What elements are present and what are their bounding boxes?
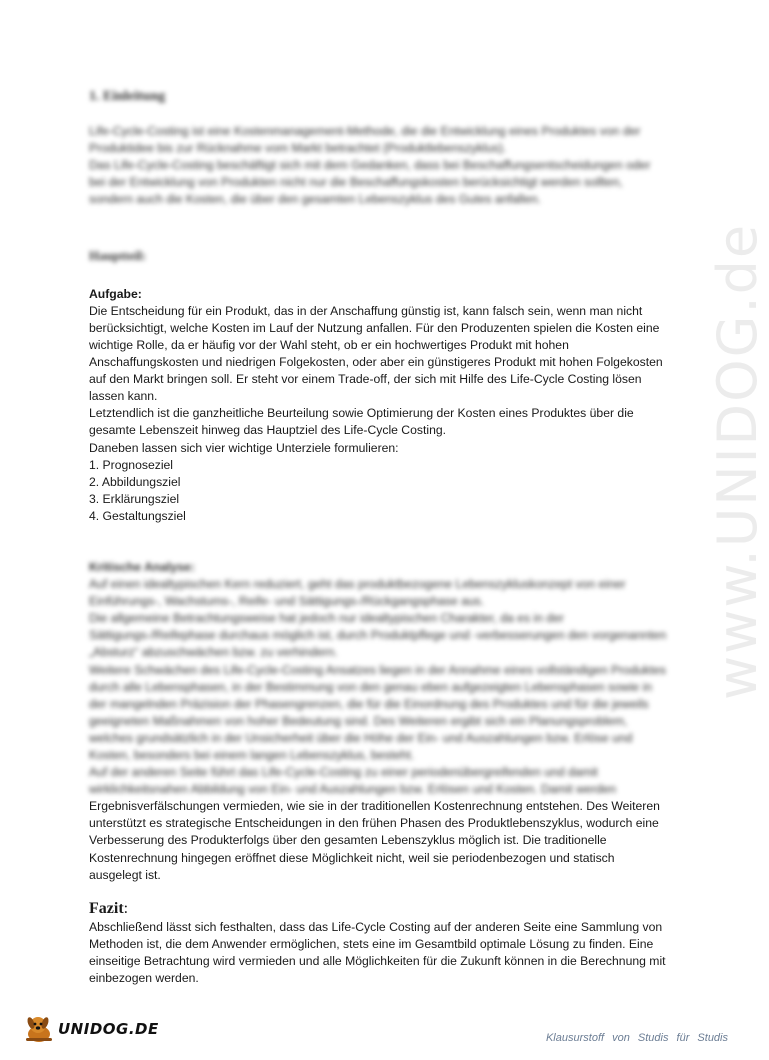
goal-item: 1. Prognoseziel (89, 457, 174, 472)
intro-section (89, 88, 669, 209)
conclusion-heading (89, 900, 669, 917)
goal-item: 2. Abbildungsziel (89, 474, 181, 489)
conclusion-heading-colon: : (123, 899, 129, 917)
dog-mascot-icon (22, 1014, 56, 1044)
conclusion-section (89, 900, 669, 987)
main-section (89, 247, 669, 525)
analysis-visible-paragraph: Ergebnisverfälschungen vermieden, wie sie in der traditionellen Kostenrechnung entstehen. Des Weiteren unterstützt es strategische Entscheidungen in den frühen Phasen des Produktlebenszyklus, wodurch eine Verbesserung des Produkterfolgs über den gesamten Lebenszyklus möglich ist. Die traditionelle Kostenrechnung hingegen eröffnet diese Möglichkeit nicht, weil sie periodenbezogen und statisch ausgelegt ist. (89, 799, 660, 882)
intro-heading: 1. Einleitung (89, 89, 166, 104)
analysis-paragraph: Weitere Schwächen des Life-Cycle-Costing Ansatzes liegen in der Annahme eines vollständigen Produktes durch alle Lebensphasen, in der Bestimmung von den genau eben aufgezeigten Lebensphasen sowie in der mangelnden Präzision der Phasengrenzen, die für die Einordnung des Produktes und für die jeweils geeigneten Maßnahmen von hoher Bedeutung sind. Des Weiteren ergibt sich ein Planungsproblem, welches grundsätzlich in der Unsicherheit über die Höhe der Ein- und Auszahlungen bzw. Erlöse und Kosten, besonders bei einem langen Lebenszyklus, besteht. (89, 662, 666, 762)
analysis-label: Kritische Analyse: (89, 559, 195, 574)
footer-claim: Klausurstoff von Studis für Studis (545, 1032, 728, 1044)
analysis-paragraph: Auf der anderen Seite führt das Life-Cycle-Costing zu einer periodenübergreifenden und damit wirklichkeitsnahen Abbildung von Ein- und Auszahlungen bzw. Erlösen und Kosten. Damit werden (89, 765, 617, 797)
goal-item: 4. Gestaltungsziel (89, 508, 186, 523)
analysis-section (89, 559, 669, 884)
task-label: Aufgabe: (89, 286, 142, 301)
intro-paragraph: Das Life-Cycle-Costing beschäftigt sich mit dem Gedanken, dass bei Beschaffungsentscheidungen oder bei der Entwicklung von Produkten nicht nur die Beschaffungskosten berücksichtigt werden sollten, sondern auch die Kosten, die über den gesamten Lebenszyklus des Gutes anfallen. (89, 158, 651, 207)
analysis-blurred-block (89, 559, 669, 798)
logo-text: UNIDOG.DE (58, 1020, 159, 1038)
footer-logo[interactable] (22, 1014, 159, 1044)
watermark: www.UNIDOG.de (706, 222, 769, 700)
conclusion-heading-text: Fazit (89, 899, 124, 917)
conclusion-paragraph: Abschließend lässt sich festhalten, dass das Life-Cycle Costing auf der anderen Seite eine Sammlung von Methoden ist, die dem Anwender ermöglichen, stets eine im Gesamtbild optimale Lösung zu finden. Eine einseitige Betrachtung wird vermieden und alle Möglichkeiten für die Zukunft können in die Berechnung mit einbezogen werden. (89, 919, 666, 986)
task-paragraph: Daneben lassen sich vier wichtige Unterziele formulieren: (89, 440, 399, 455)
analysis-paragraph: Auf einen idealtypischen Kern reduziert, geht das produktbezogene Lebenszykluskonzept von einer Einführungs-, Wachstums-, Reife- und Sättigungs-/Rückgangsphase aus. (89, 577, 626, 609)
analysis-paragraph: Die allgemeine Betrachtungsweise hat jedoch nur idealtypischen Charakter, da es in der Sättigungs-/Reifephase durchaus möglich ist, durch Produktpflege und -verbesserungen den vorgenannten „Absturz“ abzuschwächen bzw. zu verhindern. (89, 611, 667, 660)
goal-item: 3. Erklärungsziel (89, 491, 180, 506)
task-paragraph: Letztendlich ist die ganzheitliche Beurteilung sowie Optimierung der Kosten eines Produktes über die gesamte Lebenszeit hinweg das Hauptziel des Life-Cycle Costing. (89, 406, 634, 438)
document-content (89, 88, 669, 987)
main-heading: Hauptteil: (89, 247, 147, 263)
intro-paragraph: Life-Cycle-Costing ist eine Kostenmanagement-Methode, die die Entwicklung eines Produktes von der Produktidee bis zur Rücknahme vom Markt betrachtet (Produktlebenszyklus). (89, 124, 641, 156)
task-paragraph: Die Entscheidung für ein Produkt, das in der Anschaffung günstig ist, kann falsch sein, wenn man nicht berücksichtigt, welche Kosten im Lauf der Nutzung anfallen. Für den Produzenten spielen die Kosten eine wichtige Rolle, da er häufig vor der Wahl steht, ob er ein hochwertiges Produkt mit hohen Anschaffungskosten und niedrigen Folgekosten, oder aber ein günstigeres Produkt mit hohen Folgekosten auf den Markt bringen soll. Er steht vor einem Trade-off, der sich mit Hilfe des Life-Cycle Costing lösen lassen kann. (89, 303, 663, 404)
